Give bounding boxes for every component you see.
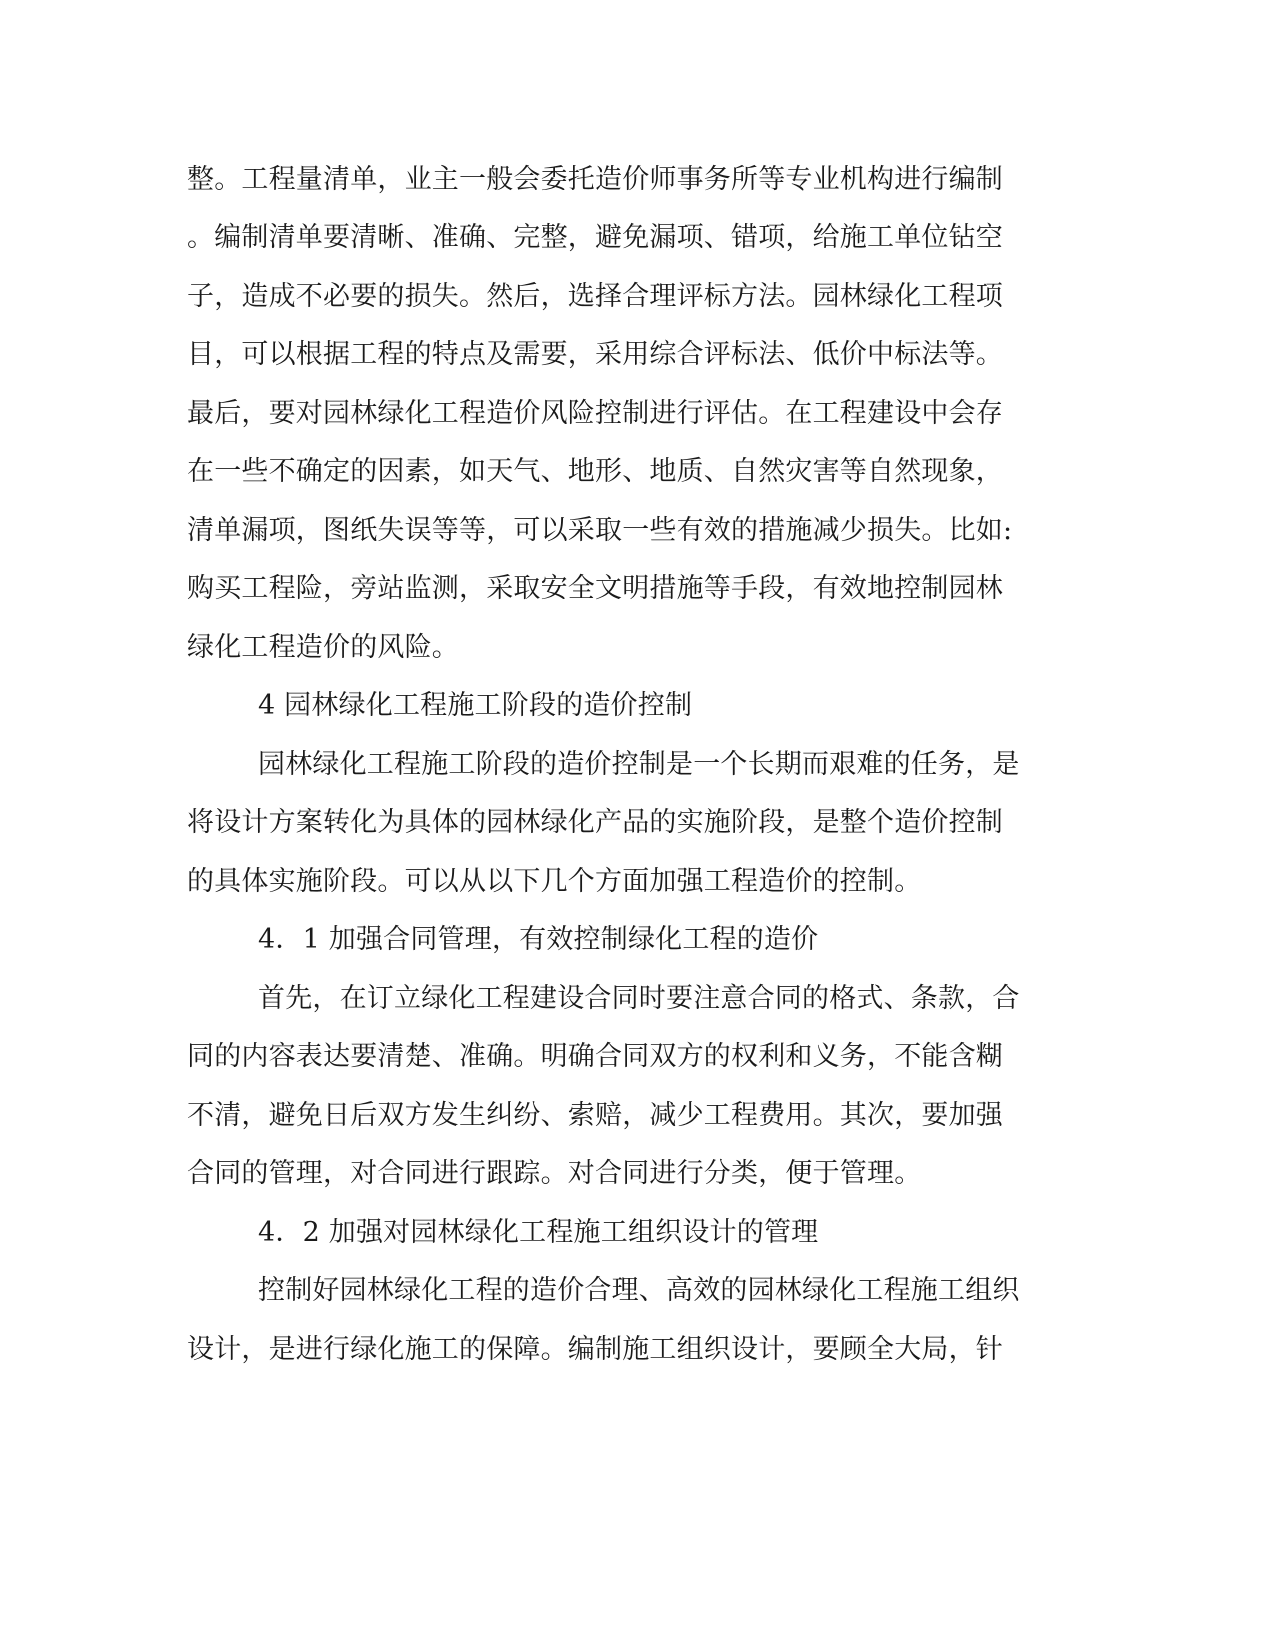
subsection-heading: 4．1 加强合同管理，有效控制绿化工程的造价	[258, 924, 819, 955]
text-line: 将设计方案转化为具体的园林绿化产品的实施阶段，是整个造价控制	[187, 807, 1003, 838]
text-line: 最后，要对园林绿化工程造价风险控制进行评估。在工程建设中会存	[187, 398, 1003, 429]
text-line: 在一些不确定的因素，如天气、地形、地质、自然灾害等自然现象，	[187, 456, 1003, 487]
text-line: 子，造成不必要的损失。然后，选择合理评标方法。园林绿化工程项	[187, 281, 1003, 312]
text-line: 同的内容表达要清楚、准确。明确合同双方的权利和义务，不能含糊	[187, 1041, 1003, 1072]
text-line: 设计，是进行绿化施工的保障。编制施工组织设计，要顾全大局，针	[187, 1334, 1003, 1365]
text-line: 购买工程险，旁站监测，采取安全文明措施等手段，有效地控制园林	[187, 573, 1003, 604]
text-line: 合同的管理，对合同进行跟踪。对合同进行分类，便于管理。	[187, 1158, 922, 1189]
text-line: 。编制清单要清晰、准确、完整，避免漏项、错项，给施工单位钻空	[187, 222, 1003, 253]
text-line: 目，可以根据工程的特点及需要，采用综合评标法、低价中标法等。	[187, 339, 1003, 370]
text-line: 的具体实施阶段。可以从以下几个方面加强工程造价的控制。	[187, 866, 922, 897]
paragraph-first-line: 控制好园林绿化工程的造价合理、高效的园林绿化工程施工组织	[258, 1275, 1020, 1306]
text-line: 整。工程量清单，业主一般会委托造价师事务所等专业机构进行编制	[187, 164, 1003, 195]
paragraph-first-line: 园林绿化工程施工阶段的造价控制是一个长期而艰难的任务，是	[258, 749, 1020, 780]
paragraph-first-line: 首先，在订立绿化工程建设合同时要注意合同的格式、条款，合	[258, 983, 1020, 1014]
text-line: 不清，避免日后双方发生纠纷、索赔，减少工程费用。其次，要加强	[187, 1100, 1003, 1131]
subsection-heading: 4．2 加强对园林绿化工程施工组织设计的管理	[258, 1217, 819, 1248]
section-heading: 4 园林绿化工程施工阶段的造价控制	[258, 690, 693, 721]
text-line: 清单漏项，图纸失误等等，可以采取一些有效的措施减少损失。比如:	[187, 515, 1013, 546]
text-line: 绿化工程造价的风险。	[187, 632, 459, 663]
